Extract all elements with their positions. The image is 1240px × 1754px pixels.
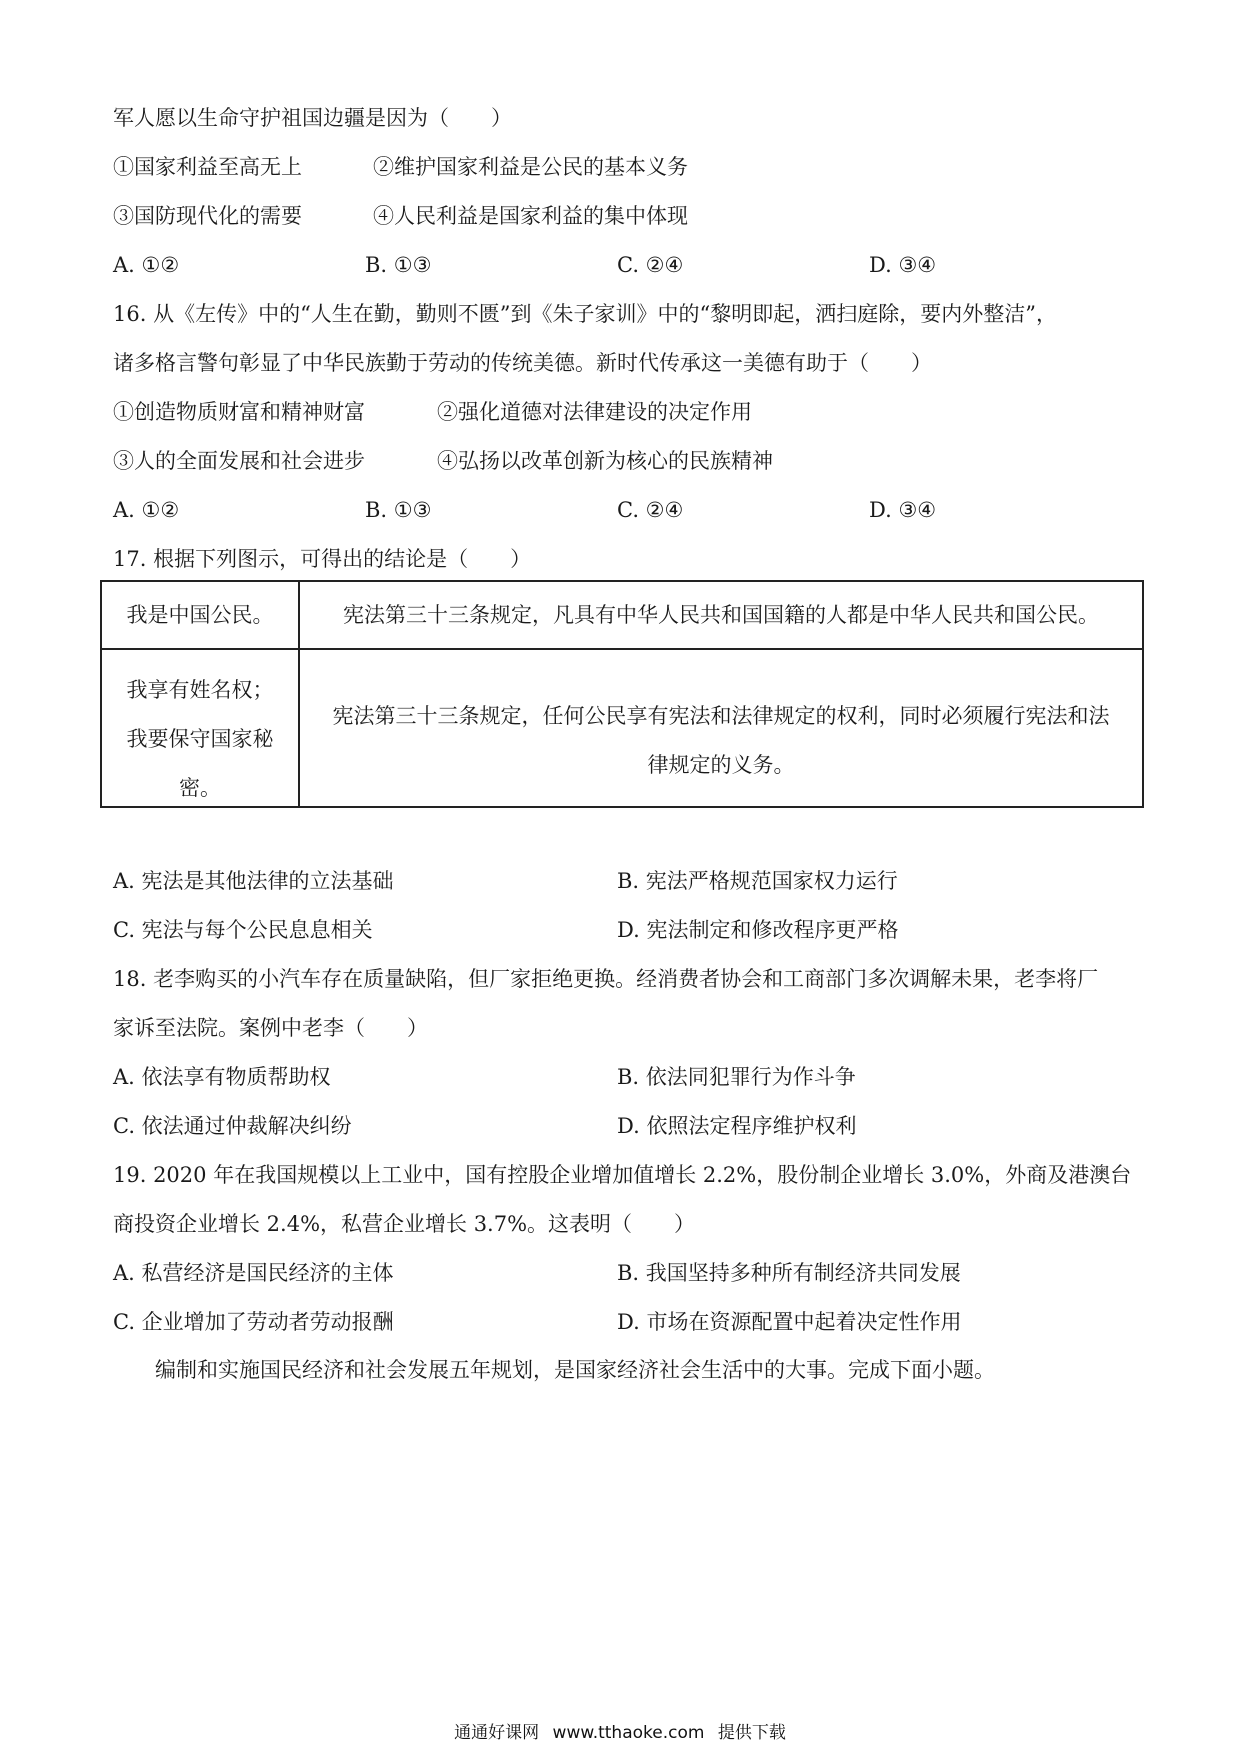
q16-item-1: ①创造物质财富和精神财富 (113, 400, 365, 424)
q15-item-3: ③国防现代化的需要 (113, 204, 302, 228)
section-intro: 编制和实施国民经济和社会发展五年规划，是国家经济社会生活中的大事。完成下面小题。 (155, 1358, 995, 1382)
q16-stem-line1: 16. 从《左传》中的“人生在勤，勤则不匮”到《朱子家训》中的“黎明即起，洒扫庭除，要内外整洁”， (113, 302, 1058, 326)
table-row2-left-line3: 密。 (179, 776, 221, 800)
q18-option-d: D. 依照法定程序维护权利 (617, 1114, 857, 1138)
q17-option-a: A. 宪法是其他法律的立法基础 (113, 869, 394, 893)
q19-option-d: D. 市场在资源配置中起着决定性作用 (617, 1310, 962, 1334)
q15-option-d: D. ③④ (869, 253, 937, 277)
q16-option-d: D. ③④ (869, 498, 937, 522)
q15-option-a: A. ①② (113, 253, 180, 277)
table-row1-left: 我是中国公民。 (126, 603, 274, 627)
table-row-divider (102, 648, 1142, 650)
q16-option-c: C. ②④ (617, 498, 684, 522)
q16-option-a: A. ①② (113, 498, 180, 522)
q19-stem-line2: 商投资企业增长 2.4%，私营企业增长 3.7%。这表明（ ） (113, 1212, 696, 1236)
table-row2-right (300, 692, 1142, 790)
q18-option-a: A. 依法享有物质帮助权 (113, 1065, 331, 1089)
footer-suffix: 提供下载 (717, 1723, 786, 1743)
q15-item-4: ④人民利益是国家利益的集中体现 (373, 204, 688, 228)
q19-option-b: B. 我国坚持多种所有制经济共同发展 (617, 1261, 961, 1285)
table-row2-left-line1: 我享有姓名权； (126, 678, 274, 702)
q17-stem: 17. 根据下列图示，可得出的结论是（ ） (113, 547, 532, 571)
q16-item-3: ③人的全面发展和社会进步 (113, 449, 365, 473)
q17-table (100, 580, 1144, 808)
page-footer (0, 1718, 1240, 1743)
q18-stem-line1: 18. 老李购买的小汽车存在质量缺陷，但厂家拒绝更换。经消费者协会和工商部门多次调解未果，老李将厂 (113, 967, 1099, 991)
q16-option-b: B. ①③ (365, 498, 432, 522)
table-row1-right: 宪法第三十三条规定，凡具有中华人民共和国国籍的人都是中华人民共和国公民。 (343, 603, 1099, 627)
q16-item-2: ②强化道德对法律建设的决定作用 (437, 400, 752, 424)
q18-option-b: B. 依法同犯罪行为作斗争 (617, 1065, 856, 1089)
q19-stem-line1: 19. 2020 年在我国规模以上工业中，国有控股企业增加值增长 2.2%，股份制企业增长 3.0%，外商及港澳台 (113, 1163, 1132, 1187)
q15-item-2: ②维护国家利益是公民的基本义务 (373, 155, 688, 179)
q15-stem: 军人愿以生命守护祖国边疆是因为（ ） (113, 106, 512, 130)
q18-option-c: C. 依法通过仲裁解决纠纷 (113, 1114, 352, 1138)
table-row2-right-line2: 律规定的义务。 (647, 753, 795, 777)
footer-url[interactable]: www.tthaoke.com (552, 1723, 705, 1743)
q19-option-c: C. 企业增加了劳动者劳动报酬 (113, 1310, 394, 1334)
table-row2-left-line2: 我要保守国家秘 (126, 727, 274, 751)
footer-site: 通通好课网 (454, 1723, 540, 1743)
q19-option-a: A. 私营经济是国民经济的主体 (113, 1261, 394, 1285)
table-row2-left (102, 666, 298, 813)
q15-option-b: B. ①③ (365, 253, 432, 277)
q16-item-4: ④弘扬以改革创新为核心的民族精神 (437, 449, 773, 473)
table-row2-right-line1: 宪法第三十三条规定，任何公民享有宪法和法律规定的权利，同时必须履行宪法和法 (332, 704, 1110, 728)
q15-option-c: C. ②④ (617, 253, 684, 277)
q15-item-1: ①国家利益至高无上 (113, 155, 302, 179)
q17-option-d: D. 宪法制定和修改程序更严格 (617, 918, 899, 942)
q17-option-b: B. 宪法严格规范国家权力运行 (617, 869, 898, 893)
q18-stem-line2: 家诉至法院。案例中老李（ ） (113, 1016, 428, 1040)
q16-stem-line2: 诸多格言警句彰显了中华民族勤于劳动的传统美德。新时代传承这一美德有助于（ ） (113, 351, 932, 375)
q17-option-c: C. 宪法与每个公民息息相关 (113, 918, 373, 942)
